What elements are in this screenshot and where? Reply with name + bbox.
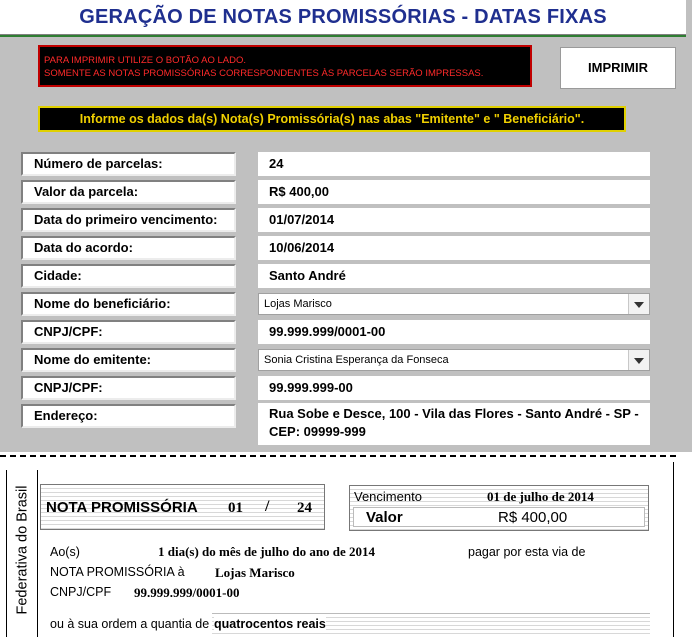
cidade-field[interactable]: Santo André	[258, 264, 650, 288]
emitente-select[interactable]	[258, 349, 650, 371]
primeiro-vencimento-label: Data do primeiro vencimento:	[21, 208, 236, 232]
vertical-text-box	[6, 470, 38, 637]
beneficiario-select-value: Lojas Marisco	[264, 298, 332, 310]
endereco-field[interactable]	[258, 403, 650, 445]
pagar-text: pagar por esta via de	[468, 545, 586, 559]
warning-line-2: SOMENTE AS NOTAS PROMISSÓRIAS CORRESPONDENTES ÀS PARCELAS SERÃO IMPRESSAS.	[44, 68, 484, 79]
ordem-text: ou à sua ordem a quantia de	[50, 617, 210, 631]
valor-label-note: Valor	[366, 509, 403, 526]
print-button[interactable]: IMPRIMIR	[560, 47, 676, 89]
emitente-label: Nome do emitente:	[21, 348, 236, 372]
ao-text: 1 dia(s) do mês de julho do ano de 2014	[158, 544, 376, 559]
cidade-label: Cidade:	[21, 264, 236, 288]
cnpj-emitente-field[interactable]: 99.999.999-00	[258, 376, 650, 400]
note-title-box	[40, 484, 325, 530]
valor-label: Valor da parcela:	[21, 180, 236, 204]
print-warning	[38, 45, 532, 87]
primeiro-vencimento-field[interactable]: 01/07/2014	[258, 208, 650, 232]
parcelas-field[interactable]: 24	[258, 152, 650, 176]
note-right-border	[673, 462, 674, 637]
cnpj-beneficiario-label: CNPJ/CPF:	[21, 320, 236, 344]
title-underline	[0, 35, 686, 37]
note-cnpj-label: CNPJ/CPF	[50, 585, 112, 599]
vencimento-date: 01 de julho de 2014	[487, 489, 594, 504]
beneficiario-label: Nome do beneficiário:	[21, 292, 236, 316]
title-bar	[0, 0, 686, 36]
cnpj-beneficiario-field[interactable]: 99.999.999/0001-00	[258, 320, 650, 344]
note-beneficiario: Lojas Marisco	[215, 565, 295, 580]
parcelas-label: Número de parcelas:	[21, 152, 236, 176]
chevron-down-icon[interactable]	[628, 350, 649, 370]
page-title: GERAÇÃO DE NOTAS PROMISSÓRIAS - DATAS FIXAS	[79, 6, 607, 28]
quantia-text: quatrocentos reais	[214, 617, 326, 631]
info-banner: Informe os dados da(s) Nota(s) Promissória(s) nas abas "Emitente" e " Beneficiário".	[38, 106, 626, 132]
np-label: NOTA PROMISSÓRIA à	[50, 565, 185, 579]
vertical-text: Federativa do Brasil	[14, 485, 31, 615]
note-cnpj-value: 99.999.999/0001-00	[134, 585, 240, 600]
cnpj-emitente-label: CNPJ/CPF:	[21, 376, 236, 400]
note-total: 24	[297, 500, 312, 516]
valor-field[interactable]: R$ 400,00	[258, 180, 650, 204]
data-acordo-label: Data do acordo:	[21, 236, 236, 260]
vencimento-label: Vencimento	[354, 489, 422, 504]
beneficiario-select[interactable]	[258, 293, 650, 315]
chevron-down-icon[interactable]	[628, 294, 649, 314]
note-title: NOTA PROMISSÓRIA	[46, 499, 198, 516]
quantia-box	[212, 613, 650, 637]
endereco-line-1: Rua Sobe e Desce, 100 - Vila das Flores - Santo André - SP -	[269, 406, 639, 421]
warning-line-1: PARA IMPRIMIR UTILIZE O BOTÃO AO LADO.	[44, 55, 247, 66]
endereco-line-2: CEP: 09999-999	[269, 424, 366, 439]
valor-value-note: R$ 400,00	[498, 509, 568, 526]
cut-line	[0, 455, 676, 457]
data-acordo-field[interactable]: 10/06/2014	[258, 236, 650, 260]
emitente-select-value: Sonia Cristina Esperança da Fonseca	[264, 354, 449, 366]
ao-label: Ao(s)	[50, 545, 80, 559]
valor-box	[353, 507, 645, 527]
note-number: 01	[228, 500, 243, 516]
note-slash: /	[265, 498, 270, 515]
vencimento-box	[349, 485, 649, 531]
endereco-label: Endereço:	[21, 404, 236, 428]
